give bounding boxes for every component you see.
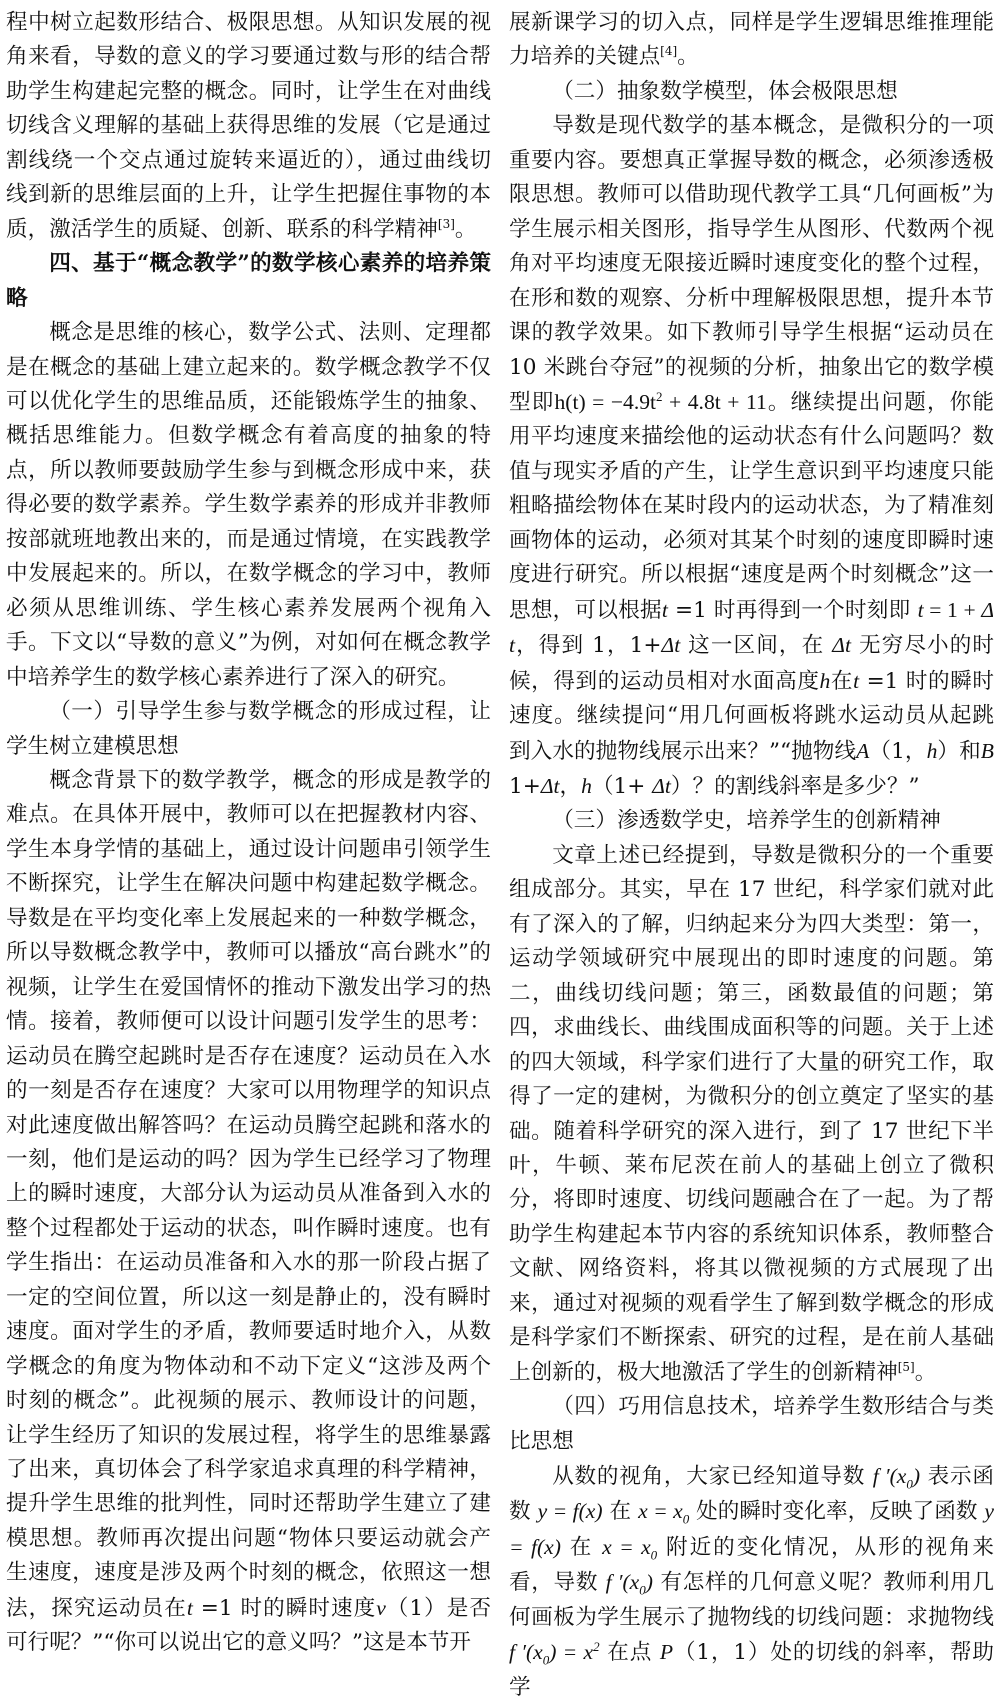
formula: f $'(x_0) = x^2$ — [509, 1639, 600, 1668]
subsection-heading: （三）渗透数学史，培养学生的创新精神 — [552, 808, 941, 834]
formula: $h(t) = -4.9t^2 + 4.8t + 11$ — [554, 388, 767, 414]
right-column — [509, 6, 994, 1705]
paragraph: 程中树立起数形结合、极限思想。从知识发展的视角来看，导数的意义的学习要通过数与形的结合帮助学生构建起完整的概念。同时，让学生在对曲线切线含义理解的基础上获得思维的发展（它是通过割线绕一个交点通过旋转来逼近的），通过曲线切线到新的思维层面的上升，让学生把握住事物的本质，激活学生的质疑、创新、联系的科学精神[3]。 — [6, 10, 491, 242]
subsection-heading: （二）抽象数学模型，体会极限思想 — [552, 78, 898, 104]
subsection-heading: （四）巧用信息技术，培养学生数形结合与类比思想 — [509, 1394, 994, 1454]
citation: [3] — [437, 216, 455, 231]
left-column — [6, 6, 491, 1661]
citation: [5] — [897, 1359, 915, 1374]
paragraph: 文章上述已经提到，导数是微积分的一个重要组成部分。其实，早在 17 世纪，科学家们就对此有了深入的了解，归纳起来分为四大类型：第一，运动学领域研究中展现出的即时速度的问题。第二，曲线切线问题；第三，函数最值的问题；第四，求曲线长、曲线围成面积等的问题。关于上述的四大领域，科学家们进行了大量的研究工作，取得了一定的建树，为微积分的创立奠定了坚实的基础。随着科学研究的深入进行，到了 17 世纪下半叶，牛顿、莱布尼茨在前人的基础上创立了微积分，将即时速度、切线问题融合在了一起。为了帮助学生构建起本节内容的系统知识体系，教师整合文献、网络资料，将其以微视频的方式展现了出来，通过对视频的观看学生了解到数学概念的形成是科学家们不断探索、研究的过程，是在前人基础上创新的，极大地激活了学生的创新精神[5]。 — [509, 842, 994, 1385]
paragraph: 概念背景下的数学教学，概念的形成是教学的难点。在具体开展中，教师可以在把握教材内容、学生本身学情的基础上，通过设计问题串引领学生不断探究，让学生在解决问题中构建起数学概念。导数是在平均变化率上发展起来的一种数学概念，所以导数概念教学中，教师可以播放“高台跳水”的视频，让学生在爱国情怀的推动下激发出学习的热情。接着，教师便可以设计问题引发学生的思考：运动员在腾空起跳时是否存在速度？运动员在入水的一刻是否存在速度？大家可以用物理学的知识点对此速度做出解答吗？在运动员腾空起跳和落水的一刻，他们是运动的吗？因为学生已经学习了物理上的瞬时速度，大部分认为运动员从准备到入水的整个过程都处于运动的状态，叫作瞬时速度。也有学生指出：在运动员准备和入水的那一阶段占据了一定的空间位置，所以这一刻是静止的，没有瞬时速度。面对学生的矛盾，教师要适时地介入，从数学概念的角度为物体动和不动下定义“这涉及两个时刻的概念”。此视频的展示、教师设计的问题，让学生经历了知识的发展过程，将学生的思维暴露了出来，真切体会了科学家追求真理的科学精神，提升学生思维的批判性，同时还帮助学生建立了建模思想。教师再次提出问题“物体只要运动就会产生速度，速度是涉及两个时刻的概念，依照这一想法，探究运动员在t =1 时的瞬时速度v（1）是否可行呢？”“你可以说出它的意义吗？”这是本节开 — [6, 767, 491, 1656]
formula: f $'(x_0)$ — [872, 1464, 921, 1492]
paragraph: 展新课学习的切入点，同样是学生逻辑思维推理能力培养的关键点[4]。 — [509, 10, 994, 70]
paragraph: 概念是思维的核心，数学公式、法则、定理都是在概念的基础上建立起来的。数学概念教学不仅可以优化学生的思维品质，还能锻炼学生的抽象、概括思维能力。但数学概念有着高度的抽象的特点，所以教师要鼓励学生参与到概念形成中来，获得必要的数学素养。学生数学素养的形成并非教师按部就班地教出来的，而是通过情境，在实践教学中发展起来的。所以，在数学概念的学习中，教师必须从思维训练、学生核心素养发展两个视角入手。下文以“导数的意义”为例，对如何在概念教学中培养学生的数学核心素养进行了深入的研究。 — [6, 320, 491, 690]
formula: $x = x_0$ — [638, 1499, 690, 1527]
section-heading: 四、基于“概念教学”的数学核心素养的培养策略 — [6, 251, 491, 311]
paragraph: 导数是现代数学的基本概念，是微积分的一项重要内容。要想真正掌握导数的概念，必须渗透极限思想。教师可以借助现代教学工具“几何画板”为学生展示相关图形，指导学生从图形、代数两个视角对平均速度无限接近瞬时速度变化的整个过程，在形和数的观察、分析中理解极限思想，提升本节课的教学效果。如下教师引导学生根据“运动员在 10 米跳台夺冠”的视频的分析，抽象出它的数学模型即$h(t) = -4.9t^2 + 4.8t + 11$。继续提出问题，你能用平均速度来描绘他的运动状态有什么问题吗？数值与现实矛盾的产生，让学生意识到平均速度只能粗略描绘物体在某时段内的运动状态，为了精准刻画物体的运动，必须对其某个时刻的速度即瞬时速度进行研究。所以根据“速度是两个时刻概念”这一思想，可以根据t =1 时再得到一个时刻即 t = 1 + Δt，得到 1，1+Δt 这一区间，在 Δt 无穷尽小的时候，得到的运动员相对水面高度h在t =1 时的瞬时速度。继续提问“用几何画板将跳水运动员从起跳到入水的抛物线展示出来？”“抛物线A（1，h）和B1+Δt，h（1+ Δt）？的割线斜率是多少？” — [509, 113, 995, 799]
subsection-heading: （一）引导学生参与数学概念的形成过程，让学生树立建模思想 — [6, 699, 491, 759]
formula: y = f(x) — [509, 1499, 995, 1559]
formula: $x = x_0$ — [602, 1534, 658, 1563]
formula: f $'(x_0)$ — [605, 1570, 653, 1598]
formula: y = f(x) — [537, 1499, 603, 1524]
paragraph: 从数的视角，大家已经知道导数 f $'(x_0)$ 表示函数 y = f(x) 在 $x = x_0$ 处的瞬时变化率，反映了函数 y = f(x) 在 $x = x_0$ 附近的变化情况，从形的视角来看，导数 f $'(x_0)$ 有怎样的几何意义呢？教师利用几何画板为学生展示了抛物线的切线问题：求抛物线 f $'(x_0) = x^2$ 在点 P（1，1）处的切线的斜率，帮助学 — [509, 1464, 995, 1700]
citation: [4] — [660, 44, 678, 59]
